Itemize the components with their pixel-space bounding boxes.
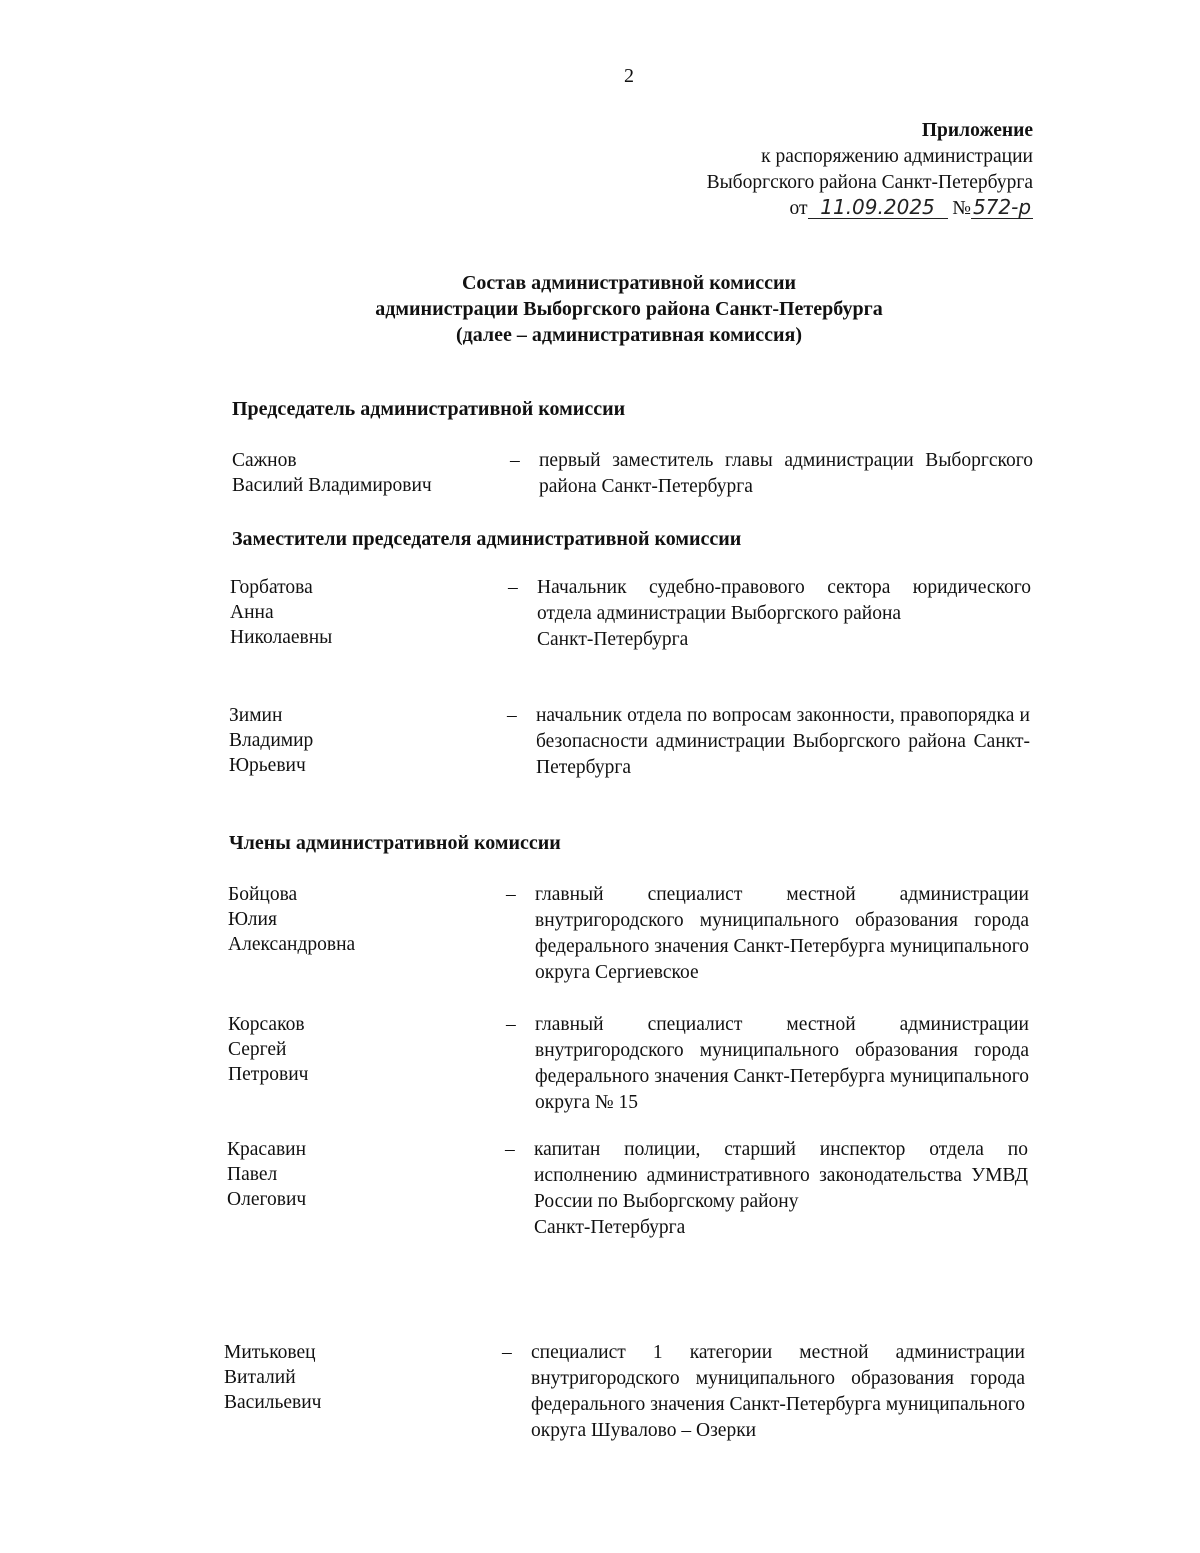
person-name bbox=[232, 448, 492, 498]
surname: Бойцова bbox=[228, 884, 298, 905]
patronymic: Васильевич bbox=[224, 1392, 322, 1413]
surname: Красавин bbox=[227, 1139, 307, 1160]
person-role bbox=[537, 575, 1031, 653]
patronymic: Александровна bbox=[228, 934, 356, 955]
page-number: 2 bbox=[624, 65, 634, 87]
person-name bbox=[230, 575, 490, 650]
appendix-heading: Приложение bbox=[921, 120, 1033, 141]
title-line-1: Состав административной комиссии bbox=[461, 272, 797, 294]
section-heading-members: Члены административной комиссии bbox=[229, 832, 561, 854]
person-name bbox=[224, 1340, 484, 1415]
role-line-1: Начальник судебно-правового сектора юридического отдела администрации Выборгского района bbox=[537, 577, 1031, 624]
person-entry-gorbatova bbox=[230, 575, 1031, 681]
number-prefix: № bbox=[952, 198, 971, 219]
appendix-line-1: к распоряжению администрации bbox=[761, 146, 1033, 167]
first-name: Анна bbox=[230, 602, 274, 623]
surname: Корсаков bbox=[228, 1014, 305, 1035]
title-line-3: (далее – административная комиссия) bbox=[455, 324, 803, 346]
person-entry-sazhnov bbox=[232, 448, 1033, 504]
first-name: Павел bbox=[227, 1164, 278, 1185]
role-line-2: Санкт-Петербурга bbox=[537, 629, 689, 650]
first-name: Юлия bbox=[228, 909, 277, 930]
dash-separator: – bbox=[508, 577, 518, 598]
dash-separator: – bbox=[502, 1342, 512, 1363]
role-line-2: Санкт-Петербурга bbox=[534, 1217, 686, 1238]
surname: Сажнов bbox=[232, 450, 297, 471]
handwritten-number: 572-р bbox=[972, 195, 1032, 219]
patronymic: Олегович bbox=[227, 1189, 307, 1210]
person-name bbox=[229, 703, 489, 778]
appendix-date-line bbox=[707, 196, 1033, 222]
person-role: главный специалист местной администрации внутригородского муниципального образования города федерального значения Санкт-Петербурга муниципального округа № 15 bbox=[535, 1014, 1029, 1113]
person-role: специалист 1 категории местной администрации внутригородского муниципального образования города федерального значения Санкт-Петербурга муниципального округа Шувалово – Озерки bbox=[531, 1342, 1025, 1441]
first-name: Владимир bbox=[229, 730, 314, 751]
person-role: начальник отдела по вопросам законности, правопорядка и безопасности администрации Выборгского района Санкт-Петербурга bbox=[536, 705, 1030, 778]
handwritten-date: 11.09.2025 bbox=[808, 196, 948, 219]
person-name bbox=[228, 882, 488, 957]
dash-separator: – bbox=[506, 884, 516, 905]
patronymic: Юрьевич bbox=[229, 755, 306, 776]
person-role: главный специалист местной администрации внутригородского муниципального образования города федерального значения Санкт-Петербурга муниципального округа Сергиевское bbox=[535, 884, 1029, 983]
dash-separator: – bbox=[505, 1139, 515, 1160]
person-name bbox=[228, 1012, 488, 1087]
person-entry-korsakov bbox=[228, 1012, 1029, 1118]
dash-separator: – bbox=[507, 705, 517, 726]
person-role bbox=[534, 1137, 1028, 1241]
role-line-1: капитан полиции, старший инспектор отдела по исполнению административного законодательства УМВД России по Выборгскому району bbox=[534, 1139, 1028, 1212]
appendix-block bbox=[707, 118, 1033, 222]
person-name bbox=[227, 1137, 487, 1212]
patronymic: Петрович bbox=[228, 1064, 309, 1085]
document-title bbox=[0, 270, 1200, 348]
person-entry-mitkovets bbox=[224, 1340, 1025, 1446]
appendix-line-2: Выборгского района Санкт-Петербурга bbox=[706, 172, 1033, 193]
dash-separator: – bbox=[510, 450, 520, 471]
surname: Горбатова bbox=[230, 577, 313, 598]
surname: Зимин bbox=[229, 705, 283, 726]
section-heading-deputies: Заместители председателя административной комиссии bbox=[232, 528, 742, 550]
person-entry-boytsova bbox=[228, 882, 1029, 988]
person-entry-krasavin bbox=[227, 1137, 1028, 1269]
title-line-2: администрации Выборгского района Санкт-Петербурга bbox=[375, 298, 883, 320]
section-heading-chairman: Председатель административной комиссии bbox=[232, 398, 626, 420]
first-name: Виталий bbox=[224, 1367, 296, 1388]
first-name: Сергей bbox=[228, 1039, 287, 1060]
dash-separator: – bbox=[506, 1014, 516, 1035]
date-prefix: от bbox=[789, 198, 808, 219]
person-entry-zimin bbox=[229, 703, 1030, 783]
patronymic: Николаевны bbox=[230, 627, 333, 648]
given-names: Василий Владимирович bbox=[232, 475, 432, 496]
person-role: первый заместитель главы администрации Выборгского района Санкт-Петербурга bbox=[539, 450, 1033, 497]
surname: Митьковец bbox=[224, 1342, 316, 1363]
